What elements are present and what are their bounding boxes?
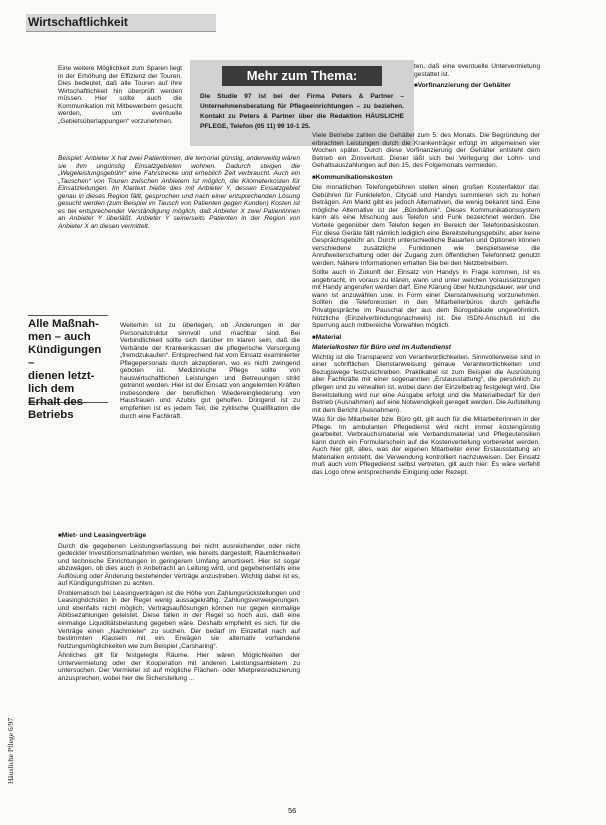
journal-reference: Häusliche Pflege 6/97: [6, 717, 15, 784]
right-column-top: [414, 63, 540, 93]
info-box-title: Mehr zum Thema:: [222, 66, 382, 86]
left-column-top: [58, 65, 182, 127]
paragraph: Was für die Mitarbeiter bzw. Büro gilt, gilt auch für die Mitarbeiterinnen in der Pflege. Im ambulanten Pflegedienst wird nicht immer kostengünstig gearbeitet. Verbrauchsmaterial wie Verbandsmaterial und Pflegeutensilien kann durch ein Formularschein auf die Kostenverteilung vorbereitet werden. Auch hier gilt, alles, was der eigenen Mitarbeiter einer Erstausstattung an Materialien entsteht, die Verwendung kontrolliert nachzuweisen. Der Einsatz muß auch vom Pflegedienst selbst vertreten, gilt auch hier: Es wäre verfehlt das Logo ohne entsprechende Einigung oder Rezept.: [312, 416, 540, 476]
pull-quote-line: Erhalt des: [28, 396, 84, 408]
subheading-materialkosten: Materialkosten für Büro und im Außendienst: [312, 344, 451, 352]
paragraph: Weiterhin ist zu überlegen, ob Änderungen in der Personalstruktur sinnvoll und machbar sind. Bei Verbindlichkeit sollte sich darüber im klaren sein, daß die Verbände der Krankenkassen die pflegerische Versorgung „fremdzukaufen“. Entsprechend hat vom Einsatz examinierter Pflegepersonals durch akzeptieren, wo es nicht zwingend geboten ist. Medizinische Pflege sollte von hauswirtschaftlichen Leistungen und Betreuungen strikt getrennt werden. Hier ist der Einsatz von angelernten Kräften insbesondere der beruflichen Wiedereingliederung von Hausfrauen und Azubis gut geholfen. Dringend ist zu empfehlen ist es jedem Teil, die zyklische Qualifikation die durch eine Fachkraft.: [120, 322, 300, 420]
paragraph: ten, daß eine eventuelle Untervermietung gestattet ist.: [414, 63, 540, 78]
paragraph: Sollte auch in Zukunft der Einsatz von Handys in Frage kommen, ist es angebracht, im voraus zu klären, wann und unter welchen Voraussetzungen mit Handy angerufen werden darf. Eine Klärung über Nutzungsdauer, wer und wann ist anzuwählen usw. in Form einer Dienstanweisung vorzunehmen. Sollten die Telefonkosten in den Mitarbeiterbüros durch gehäufte Privatgespräche im Pauschal der aus dem Bürogebäude ungewöhnlich. Nützliche (Einzelverbindungsnachweis) ist. Die ISDN-Anschluß ist die Sperrung auch mitbereiche Vorwahlen möglich.: [312, 269, 540, 330]
section-title: Wirtschaftlichkeit: [28, 15, 128, 29]
sidebar-footer: [6, 717, 106, 793]
paragraph: Beispiel: Anbieter X hat zwei Patientinnen, die ternorial günstig, anderweitig wären sie ihm ungünstig Einsatzgebieten wohnen. Dadurch steigen die „Wegeleistungsgebühr“ eine Fahrstrecke und erheblich Zeit verbraucht. Auch ein „Tauschen“ von Touren zwischen Anbietern ist möglich, die Kilometerkosten für Einsatzleitungen. Im Klartext hieße dies mit Anbieter Y, dessen Einsatzgebiet genau in dieses Region fällt, gesprochen und nach einer entsprechenden Lösung gesucht werden (zum Beispiel im Tausch von Patienten gegen Kunden) Kosten ist es bei entsprechender Verständigung möglich, daß Anbieter X zwei Patientinnen an Anbieter Y überläßt. Anbieter Y seinerseits Patienten in der Region von Anbieter X an diesen vermittelt.: [58, 155, 300, 230]
subheading-kommunikation: ■ Kommunikationskosten: [312, 174, 540, 183]
paragraph: Problematisch bei Leasingverträgen ist die Höhe von Zahlungsrückstellungen und Leasinghöchsten in der Regel wenig aussagekräftig. Zahlungsverweigerungen, und ebenfalls nicht möglich, Vertragsauflösungen können nur gegen einmalige Ablösezahlungen geleistet. Diese fallen in der Regel so hoch aus, daß eine einmalige Liquiditätsbelastung gegeben wäre. Deshalb empfiehlt es sich, für die Verträge einen „Nachmieter“ zu suchen. Der bedarf im Einzelfall nach auf bestimmten Klauseln mit ein. Erwägen sie alternativ vorhandene Nutzungsmöglichkeiten wie zum Beispiel „Carsharing“.: [58, 589, 300, 650]
pull-quote-line: Betriebs: [28, 409, 74, 421]
page-number: 56: [288, 806, 297, 815]
left-column-mid: [120, 322, 300, 422]
left-column-body: [58, 155, 300, 232]
subheading-gehaelter: ■ Vorfinanzierung der Gehälter: [414, 82, 540, 91]
right-column-body: [312, 132, 540, 479]
paragraph: Ähnliches gilt für festgelegte Räume. Hier wären Möglichkeiten der Untervermietung oder der Kooperation mit anderen Leistungsanbietern zu untersuchen. Der Vermieter ist auf mögliche Flächen- oder Mietpreisreduzierung anzusprechen, wobei hier die Sicherstellung ...: [58, 652, 300, 682]
paragraph: Viele Betriebe zahlen die Gehälter zum 5. des Monats. Die Begründung der erbrachten Leistungen durch die Krankenträger erfolgt im allgemeinen vier Wochen später. Durch diese Vorfinanzierung der Gehälter entsteht dem Betrieb ein Zinsverlust. Dieser läßt sich bei Verlegung der Lohn- und Gehaltsauszahlungen auf den 15. des Folgemonats vermeiden.: [312, 132, 540, 170]
paragraph: Eine weitere Möglichkeit zum Sparen liegt in der Erhöhung der Effizienz der Touren. Dies bedeutet, daß alle Touren auf ihre Wirtschaftlichkeit hin überprüft werden müssen. Hier sollte auch die Kommunikation mit Mitbewerbern gesucht werden, um eventuelle „Gebietsüberlappungen“ vorzunehmen.: [58, 65, 182, 125]
left-column-bottom: [58, 528, 300, 684]
paragraph: Wichtig ist die Transparenz von Verantwortlichkeiten. Sinnvollerweise sind in einer schriftlichen Dienstanweisung genaue Verantwortlichkeiten und Bezugswege festzuschreiben. Praktikabel ist zum Beispiel die Ausrüstung aller Fachkräfte mit einer sogenannten „Erstausstattung“, die persönlich zu pflegen und zu verwalten ist, wobei dann der Einzelbetrag festgelegt wird. Die Bereitstellung wird nur eine Ausgabe erfolgt und die Materialbedarf für den Betrieb (Ausnahmen) auf eine Notwendigkeit geregelt werden. Die Aufstellung mit dem Bericht (Ausnahmen).: [312, 353, 540, 414]
pull-quote-line: Kündigungen –: [28, 344, 102, 369]
section-header: [26, 14, 216, 32]
subheading-leasing: ■ Miet- und Leasingverträge: [58, 532, 300, 541]
pull-quote-line: men – auch: [28, 331, 91, 343]
pull-quote-line: lich dem: [28, 383, 75, 395]
pull-quote-line: dienen letzt-: [28, 370, 95, 382]
info-box-text: Die Studie 97 ist bei der Firma Peters & Partner – Unternehmensberatung für Pflegeeinrichtungen – zu beziehen. Kontakt zu Peters & Partner über die Redaktion HÄUSLICHE PFLEGE, Telefon (05 11) 99 10-1 25.: [200, 93, 404, 130]
paragraph: Durch die gegebenen Leistungserfassung bei nicht ausreichender oder nicht gedeckter Investitionsmaßnahmen werden, wie bereits dargestellt, Räumlichkeiten und technische Einrichtungen in geringerem Umfang amortisiert. Hier ist sogar abzuwägen, ob dies auch in Anbetracht an Leitung wird, und gegebenenfalls eine Auflösung oder Änderung bestehender Verträge anzustreben. Wichtig dabei ist es, auf Kündigungsfristen zu achten.: [58, 542, 300, 588]
paragraph: Die monatlichen Telefongebühren stellen einen großen Kostenfaktor dar. Gebühren für Funktelefon, Citycall und Handys summieren sich zu hohen Beträgen. Am Markt gibt es jedoch Alternativen, die wenig bekannt sind. Eine mögliche Alternative ist der „Bündelfunk“. Dieses Kommunikationssystem kann als eine Mischung aus Telefon und Funk bezeichnet werden. Die Vorteile gegenüber dem Telefon liegen im Bereich der Telefonbasiskosten. Für diese Geräte fällt nämlich lediglich eine Bereitstellungsgebühr, aber keine Gesprächsgebühr an. Durch unterschiedliche Bauarten und Optionen können verschiedene zusätzliche Funktionen wie beispielsweise die Anrufweiterschaltung oder der Zugang zum öffentlichen Telefonnetz genutzt werden. Nähere Informationen erhalten Sie bei den Netzbetreibern.: [312, 184, 540, 267]
subheading-material: ■ Material: [312, 334, 540, 343]
pull-quote: [28, 315, 108, 421]
pull-quote-line: Alle Maßnah-: [28, 318, 99, 330]
